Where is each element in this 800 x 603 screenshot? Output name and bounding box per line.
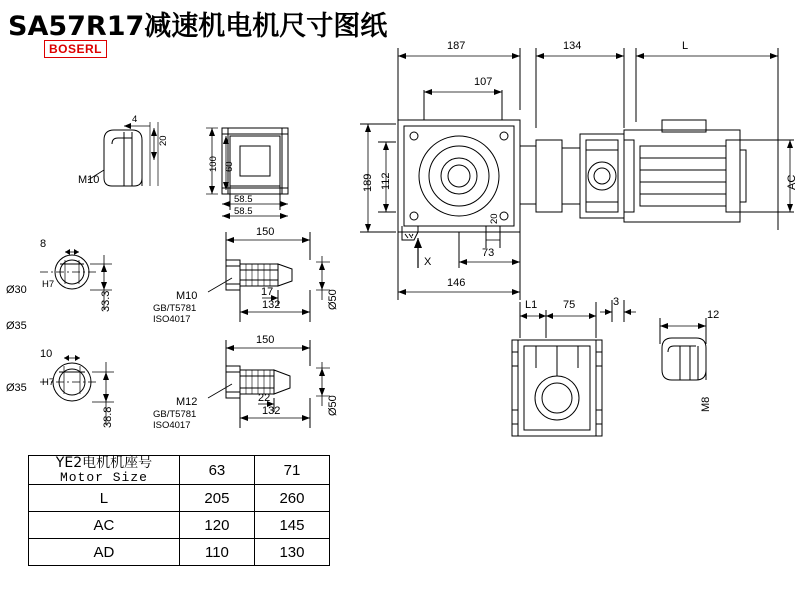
dim-38-8: 38.8 xyxy=(102,406,114,428)
row-AC-value-63: 120 xyxy=(179,512,254,539)
dim-shaft-30: Ø30 xyxy=(6,284,27,296)
dim-shaft-35-tol: H7 xyxy=(42,377,55,388)
dim-50-bot: Ø50 xyxy=(327,395,339,416)
view-marker-X: X xyxy=(424,256,432,268)
dim-75: 75 xyxy=(563,299,576,311)
row-L-value-71: 260 xyxy=(254,485,329,512)
dim-100: 100 xyxy=(208,156,219,172)
dim-134: 134 xyxy=(563,40,582,52)
dim-107: 107 xyxy=(474,76,493,88)
std-gbt5781-top: GB/T5781 xyxy=(153,303,197,314)
row-AD-value-71: 130 xyxy=(254,539,329,566)
dim-58-5-b: 58.5 xyxy=(234,206,253,217)
brand-logo: BOSERL xyxy=(44,40,107,58)
row-AD-value-63: 110 xyxy=(179,539,254,566)
dim-22: 22 xyxy=(258,392,271,404)
dim-150-top: 150 xyxy=(256,226,275,238)
std-iso4017-bot: ISO4017 xyxy=(153,420,191,431)
dim-12: 12 xyxy=(707,309,720,321)
dim-M10-key: M10 xyxy=(78,174,100,186)
dim-AC: AC xyxy=(786,174,798,190)
std-iso4017-top: ISO4017 xyxy=(153,314,191,325)
dim-150-bot: 150 xyxy=(256,334,275,346)
dim-146: 146 xyxy=(447,277,466,289)
header-label-en: Motor Size xyxy=(59,469,148,485)
row-L-value-63: 205 xyxy=(179,485,254,512)
label-M12-flange: M12 xyxy=(176,396,198,408)
std-gbt5781-bot: GB/T5781 xyxy=(153,409,197,420)
dim-M8: M8 xyxy=(700,396,712,412)
dim-L: L xyxy=(682,40,689,52)
table-row xyxy=(29,485,330,512)
dim-8: 8 xyxy=(40,238,47,250)
row-label-AC: AC xyxy=(29,512,180,539)
dim-4: 4 xyxy=(132,114,138,125)
row-label-L: L xyxy=(29,485,180,512)
dim-shaft-30-tol: H7 xyxy=(42,279,55,290)
dim-33-3: 33.3 xyxy=(100,290,112,312)
dim-shaft-35-b: Ø35 xyxy=(6,382,27,394)
dim-58-5-a: 58.5 xyxy=(234,194,253,205)
dim-10: 10 xyxy=(40,348,53,360)
dim-112: 112 xyxy=(380,172,392,190)
dim-132-top: 132 xyxy=(262,299,281,311)
page-title: SA57R17减速机电机尺寸图纸 xyxy=(8,11,388,42)
dim-73: 73 xyxy=(482,247,495,259)
motor-size-table xyxy=(28,455,330,566)
dim-L1: L1 xyxy=(525,299,538,311)
dim-50-top: Ø50 xyxy=(327,289,339,310)
row-label-AD: AD xyxy=(29,539,180,566)
dim-132-bot: 132 xyxy=(262,405,281,417)
table-row xyxy=(29,512,330,539)
table-row xyxy=(29,539,330,566)
dim-189: 189 xyxy=(362,173,374,192)
dim-20-housing: 20 xyxy=(489,213,500,224)
dim-shaft-35: Ø35 xyxy=(6,320,27,332)
table-header-row xyxy=(29,456,330,485)
table-header-label xyxy=(29,456,180,485)
label-M10-flange: M10 xyxy=(176,290,198,302)
dim-187: 187 xyxy=(447,40,466,52)
table-header-col-71: 71 xyxy=(254,456,329,485)
row-AC-value-71: 145 xyxy=(254,512,329,539)
dim-3: 3 xyxy=(613,296,620,308)
dim-60: 60 xyxy=(224,161,235,172)
dim-20-key: 20 xyxy=(158,135,169,146)
header-label-cn: YE2电机机座号 xyxy=(55,455,153,471)
dim-17: 17 xyxy=(261,286,274,298)
table-header-col-63: 63 xyxy=(179,456,254,485)
